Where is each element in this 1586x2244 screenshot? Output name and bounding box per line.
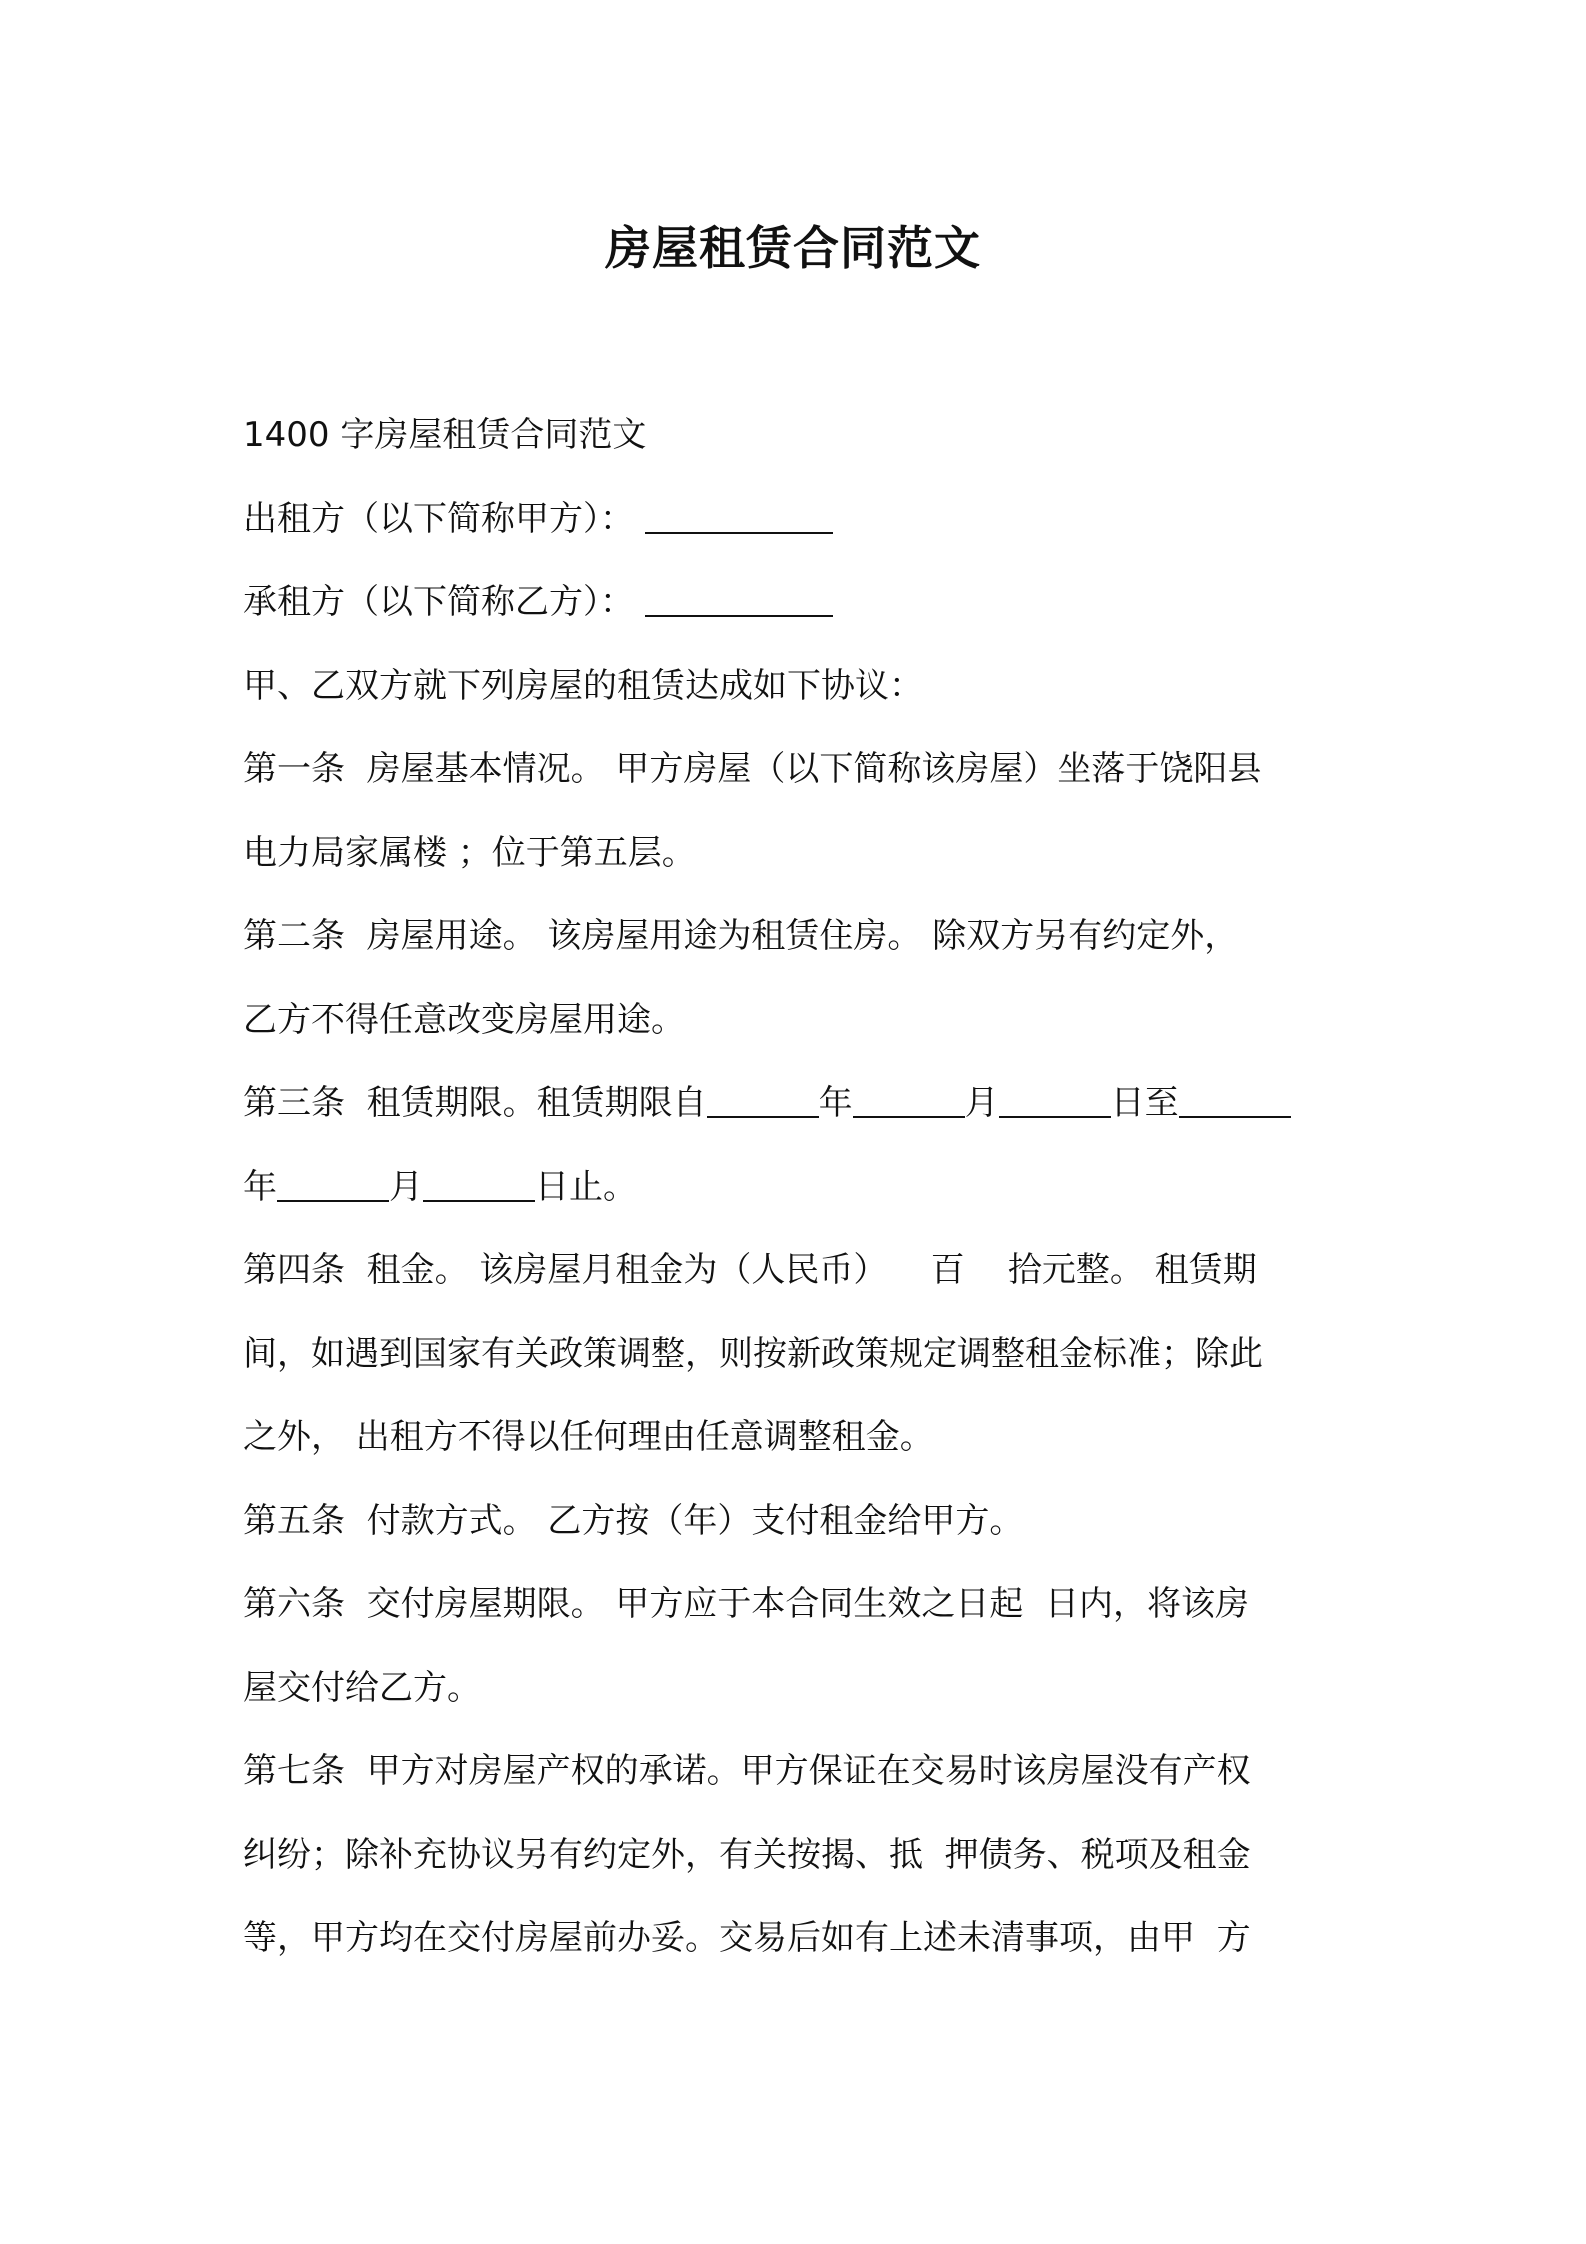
lessee-label: 承租方（以下简称乙方）： [243,582,634,622]
article4-line2: 间，如遇到国家有关政策调整，则按新政策规定调整租金标准；除此 [243,1333,1263,1374]
year-label: 年 [818,1083,853,1123]
article7-line1: 第七条 甲方对房屋产权的承诺。甲方保证在交易时该房屋没有产权 [243,1751,1251,1791]
day-end-label: 日止。 [535,1166,637,1207]
article1-line1: 第一条 房屋基本情况。 甲方房屋（以下简称该房屋）坐落于饶阳县 [243,749,1262,789]
article4-line3: 之外， 出租方不得以任何理由任意调整租金。 [243,1417,934,1457]
article7-line3: 等，甲方均在交付房屋前办妥。交易后如有上述未清事项，由甲 方 [243,1918,1251,1958]
article3-line2 [243,1146,1363,1230]
article2-line1: 第二条 房屋用途。 该房屋用途为租赁住房。 除双方另有约定外， [243,916,1239,956]
year-label: 年 [243,1166,277,1207]
end-year-blank [1179,1080,1291,1118]
article5: 第五条 付款方式。 乙方按（年）支付租金给甲方。 [243,1500,1024,1541]
start-month-blank [853,1080,965,1118]
month-label: 月 [389,1166,423,1207]
article7-line2: 纠纷；除补充协议另有约定外，有关按揭、抵 押债务、税项及租金 [243,1834,1251,1875]
lessor-label: 出租方（以下简称甲方）： [243,498,634,539]
article4-line1: 第四条 租金。 该房屋月租金为（人民币） 百 拾元整。 租赁期 [243,1250,1257,1290]
document-title: 房屋租赁合同范文 [605,221,981,275]
article6-line2: 屋交付给乙方。 [243,1667,481,1708]
start-day-blank [999,1080,1111,1118]
month-label: 月 [964,1083,999,1123]
article1-line2: 电力局家属楼 ；位于第五层。 [243,832,696,873]
document-body [243,394,1363,1981]
end-month-blank [277,1164,389,1202]
lessee-name-blank [645,579,833,617]
article2-line2: 乙方不得任意改变房屋用途。 [243,999,685,1040]
article3-line1 [243,1062,1363,1146]
day-to-label: 日至 [1110,1083,1179,1123]
lessor-name-blank [645,496,833,534]
intro-paragraph: 甲、乙双方就下列房屋的租赁达成如下协议： [243,665,923,706]
document-subtitle: 1400 字房屋租赁合同范文 [243,415,647,455]
article3-prefix: 第三条 租赁期限。租赁期限自 [243,1083,707,1123]
start-year-blank [707,1080,819,1118]
article6-line1: 第六条 交付房屋期限。 甲方应于本合同生效之日起 日内，将该房 [243,1584,1250,1624]
lessee-line [243,561,1363,645]
end-day-blank [423,1164,535,1202]
lessor-line [243,478,1363,562]
